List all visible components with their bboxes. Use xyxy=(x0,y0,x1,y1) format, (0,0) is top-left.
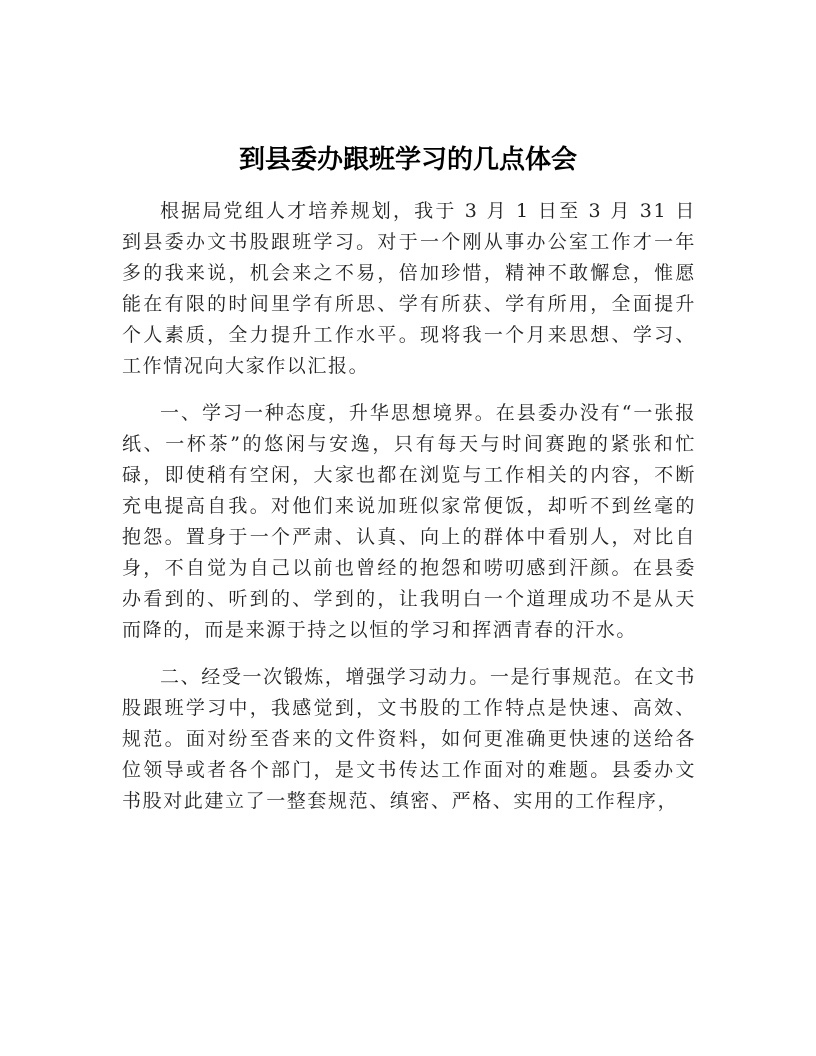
document-title: 到县委办跟班学习的几点体会 xyxy=(238,145,577,175)
paragraph-section-one: 一、学习一种态度，升华思想境界。在县委办没有“一张报纸、一杯茶”的悠闲与安逸，只有每天与时间赛跑的紧张和忙碌，即使稍有空闲，大家也都在浏览与工作相关的内容，不断充电提高自我。对他们来说加班似家常便饭，却听不到丝毫的抱怨。置身于一个严肃、认真、向上的群体中看别人，对比自身，不自觉为自己以前也曾经的抱怨和唠叨感到汗颜。在县委办看到的、听到的、学到的，让我明白一个道理成功不是从天而降的，而是来源于持之以恒的学习和挥洒青春的汗水。 xyxy=(122,402,696,641)
paragraph-section-two: 二、经受一次锻炼，增强学习动力。一是行事规范。在文书股跟班学习中，我感觉到，文书股的工作特点是快速、高效、规范。面对纷至沓来的文件资料，如何更准确更快速的送给各位领导或者各个部门，是文书传达工作面对的难题。县委办文书股对此建立了一整套规范、缜密、严格、实用的工作程序， xyxy=(122,666,696,812)
document-body xyxy=(122,196,696,833)
paragraph-intro: 根据局党组人才培养规划，我于 3 月 1 日至 3 月 31 日到县委办文书股跟班学习。对于一个刚从事办公室工作才一年多的我来说，机会来之不易，倍加珍惜，精神不敢懈怠，惟愿能在有限的时间里学有所思、学有所获、学有所用，全面提升个人素质，全力提升工作水平。现将我一个月来思想、学习、工作情况向大家作以汇报。 xyxy=(122,200,696,377)
